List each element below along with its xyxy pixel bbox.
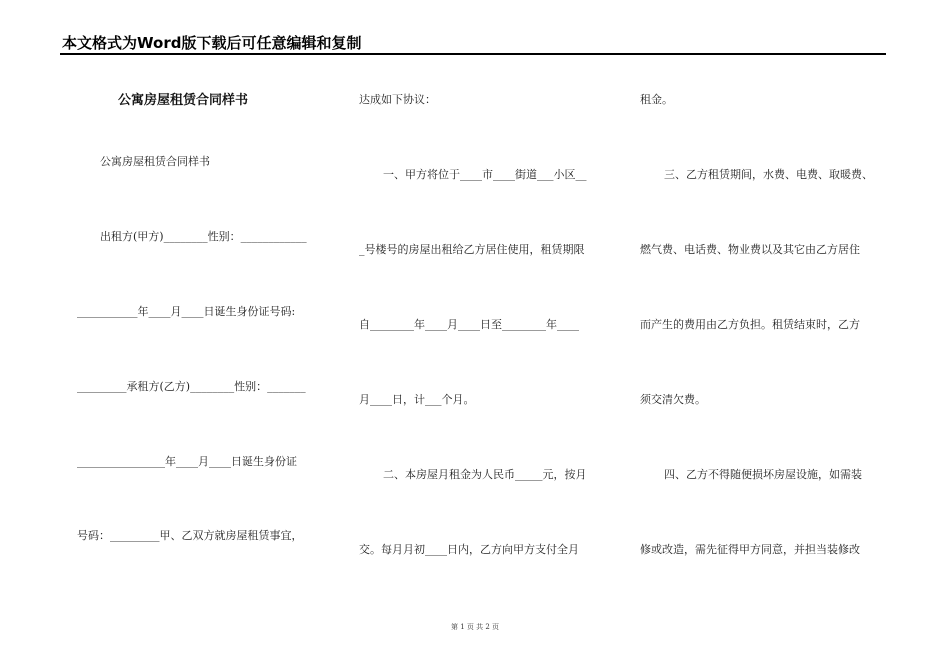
- paragraph-line: 租金。: [640, 93, 673, 106]
- paragraph-line: ________________年____月____日诞生身份证: [77, 455, 297, 468]
- paragraph-line: 一、甲方将位于____市____街道___小区__: [383, 168, 587, 181]
- page-number: 第 1 页 共 2 页: [450, 623, 500, 631]
- header-divider: [60, 53, 886, 55]
- paragraph-line: 三、乙方租赁期间，水费、电费、取暖费、: [664, 168, 873, 181]
- paragraph-line: 达成如下协议：: [359, 93, 436, 106]
- paragraph-line: _________承租方(乙方)________性别：_______: [77, 380, 306, 393]
- paragraph-line: ___________年____月____日诞生身份证号码:: [77, 305, 296, 318]
- paragraph-line: 交。每月月初____日内，乙方向甲方支付全月: [359, 543, 579, 556]
- paragraph-line: 月____日，计___个月。: [359, 393, 475, 406]
- paragraph-line: 燃气费、电话费、物业费以及其它由乙方居住: [640, 243, 860, 256]
- paragraph-line: 二、本房屋月租金为人民币_____元，按月: [383, 468, 587, 481]
- paragraph-line: _号楼号的房屋出租给乙方居住使用，租赁期限: [359, 243, 585, 256]
- paragraph-line: 号码：_________甲、乙双方就房屋租赁事宜，: [77, 529, 303, 542]
- document-title: 公寓房屋租赁合同样书: [118, 93, 249, 108]
- paragraph-line: 公寓房屋租赁合同样书: [100, 155, 210, 168]
- paragraph-line: 修或改造，需先征得甲方同意，并担当装修改: [640, 543, 860, 556]
- paragraph-line: 而产生的费用由乙方负担。租赁结束时，乙方: [640, 318, 860, 331]
- download-banner-text: 本文格式为Word版下载后可任意编辑和复制: [62, 34, 362, 52]
- paragraph-line: 自________年____月____日至________年____: [359, 318, 579, 331]
- paragraph-line: 须交清欠费。: [640, 393, 706, 406]
- paragraph-line: 四、乙方不得随便损坏房屋设施，如需装: [664, 468, 862, 481]
- paragraph-line: 出租方(甲方)________性别：____________: [100, 230, 307, 243]
